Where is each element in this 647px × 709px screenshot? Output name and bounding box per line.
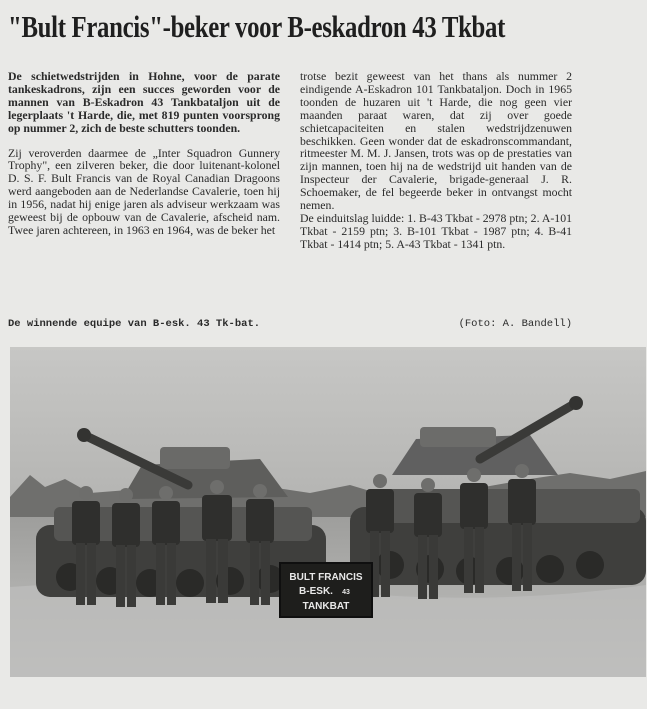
article-results: De einduitslag luidde: 1. B-43 Tkbat - 2978 ptn; 2. A-101 Tkbat - 2159 ptn; 3. B-101 Tkbat - 1987 ptn; 4. B-41 Tkbat - 1414 ptn; 5. A-43 Tkbat - 1341 ptn. xyxy=(300,210,572,251)
article-lead: De schietwedstrijden in Hohne, voor de parate tankeskadrons, zijn een succes geworden voor de mannen van B-Eskadron 43 Tankbataljon uit de legerplaats 't Harde, die, met 819 punten voorsprong op nummer 2, zich de beste schutters toonden. xyxy=(8,69,280,135)
article-column-right xyxy=(300,70,572,251)
team-photo-image xyxy=(10,347,646,677)
article-body-left: Zij veroverden daarmee de „Inter Squadron Gunnery Trophy", een zilveren beker, die door luitenant-kolonel D. S. F. Bult Francis van de Royal Canadian Dragoons werd aangeboden aan de Nederlandse Cavalerie, toen hij in 1956, nadat hij enige jaren als adviseur werkzaam was geweest bij de opbouw van de Cavalerie, afscheid nam. Twee jaren achtereen, in 1963 en 1964, was de beker het xyxy=(8,145,280,237)
sign-line-2: B-ESK. xyxy=(299,586,333,597)
sign-line-1: BULT FRANCIS xyxy=(289,572,363,583)
sign-line-3: TANKBAT xyxy=(302,601,350,612)
photo-caption: De winnende equipe van B-esk. 43 Tk-bat. xyxy=(8,318,261,330)
article-body-right: trotse bezit geweest van het thans als nummer 2 eindigende A-Eskadron 101 Tankbataljon. Doch in 1965 toonden de huzaren uit 't Harde, die nog geen vier maanden paraat waren, dat zij over goede schietcapaciteiten en stalen wedstrijdzenuwen beschikken. Geen wonder dat de eskadronscommandant, ritmeester M. M. J. Jansen, trots was op de prestaties van zijn mannen, toen hij na de wedstrijd uit handen van de Inspecteur der Cavalerie, brigade-generaal J. R. Schoemaker, de fel begeerde beker in ontvangst mocht nemen. xyxy=(300,69,572,213)
headline: "Bult Francis"-beker voor B-eskadron 43 Tkbat xyxy=(8,9,506,44)
sign-board xyxy=(280,563,372,617)
article-column-left xyxy=(8,70,280,237)
photo-credit: (Foto: A. Bandell) xyxy=(458,318,572,330)
sign-line-2-number: 43 xyxy=(342,589,350,596)
team-photo xyxy=(10,347,646,677)
